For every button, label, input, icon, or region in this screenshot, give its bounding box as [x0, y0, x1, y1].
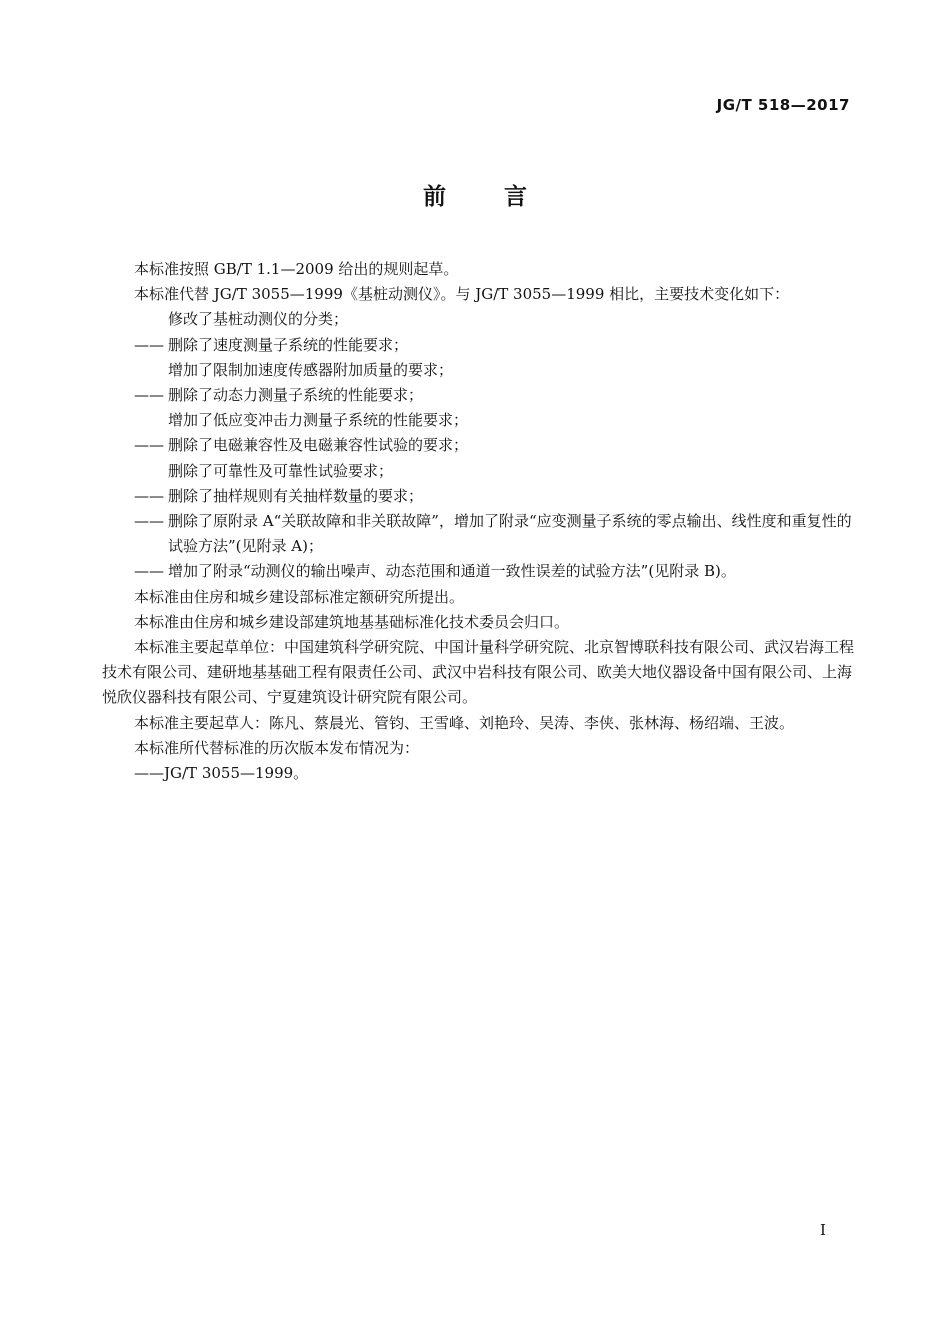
paragraph-committee: 本标准由住房和城乡建设部建筑地基基础标准化技术委员会归口。 [134, 612, 570, 631]
change-item [102, 509, 854, 559]
paragraph-replacement: 本标准代替 JG/T 3055—1999《基桩动测仪》。与 JG/T 3055—1999 相比，主要技术变化如下： [134, 285, 790, 304]
paragraph-proposer: 本标准由住房和城乡建设部标准定额研究所提出。 [134, 587, 465, 606]
change-text: 删除了速度测量子系统的性能要求； [168, 335, 409, 354]
change-text: 增加了附录“动测仪的输出噪声、动态范围和通道一致性误差的试验方法”(见附录 B)。 [168, 562, 736, 581]
page-number: I [820, 1221, 826, 1239]
change-text: 删除了电磁兼容性及电磁兼容性试验的要求； [168, 436, 469, 455]
dash-marker: —— [134, 386, 164, 405]
change-item [102, 358, 854, 383]
history-item: ——JG/T 3055—1999。 [134, 764, 309, 783]
paragraph-drafting-units: 本标准主要起草单位：中国建筑科学研究院、中国计量科学研究院、北京智博联科技有限公司、武汉岩海工程技术有限公司、建研地基基础工程有限责任公司、武汉中岩科技有限公司、欧美大地仪器设备中国有限公司、上海悦欣仪器科技有限公司、宁夏建筑设计研究院有限公司。 [102, 638, 855, 707]
change-text: 修改了基桩动测仪的分类； [168, 310, 349, 329]
change-item [102, 459, 854, 484]
paragraph-drafters: 本标准主要起草人：陈凡、蔡晨光、管钧、王雪峰、刘艳玲、吴涛、李侠、张林海、杨绍端、王波。 [134, 713, 795, 732]
standard-code: JG/T 518—2017 [716, 96, 850, 114]
change-item [102, 333, 854, 358]
change-text: 增加了低应变冲击力测量子系统的性能要求； [168, 411, 469, 430]
change-text: 删除了可靠性及可靠性试验要求； [168, 461, 394, 480]
change-item [102, 484, 854, 509]
change-text: 删除了抽样规则有关抽样数量的要求； [168, 486, 424, 505]
change-text: 删除了动态力测量子系统的性能要求； [168, 386, 424, 405]
document-body [102, 257, 854, 786]
dash-marker: —— [134, 436, 164, 455]
change-text: 删除了原附录 A“关联故障和非关联故障”，增加了附录“应变测量子系统的零点输出、线性度和重复性的试验方法”(见附录 A)； [168, 512, 852, 556]
dash-marker: —— [134, 562, 164, 581]
change-item [102, 383, 854, 408]
change-item [102, 433, 854, 458]
page-title: 前言 [423, 184, 585, 210]
dash-marker: —— [134, 512, 164, 531]
dash-marker: —— [134, 335, 164, 354]
change-item [102, 408, 854, 433]
paragraph-history-intro: 本标准所代替标准的历次版本发布情况为： [134, 738, 420, 757]
change-text: 增加了限制加速度传感器附加质量的要求； [168, 360, 454, 379]
change-item [102, 307, 854, 332]
change-item [102, 559, 854, 584]
dash-marker: —— [134, 486, 164, 505]
paragraph-drafting-rules: 本标准按照 GB/T 1.1—2009 给出的规则起草。 [134, 260, 459, 278]
